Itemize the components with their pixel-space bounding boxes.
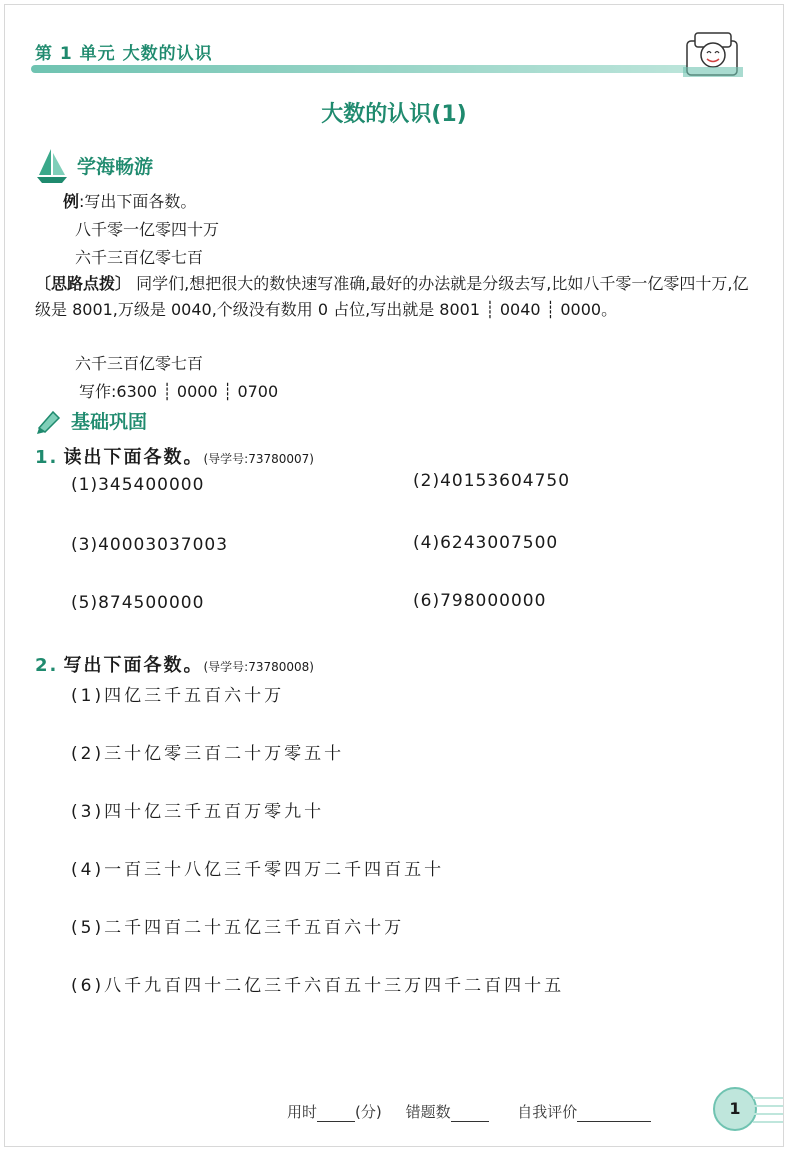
answer-line-1: 六千三百亿零七百 (75, 354, 204, 373)
q1-item-5: (5)874500000 (71, 593, 205, 613)
question-number: 2. (35, 655, 59, 676)
self-eval-label: 自我评价 (517, 1103, 578, 1121)
errors-blank (451, 1121, 489, 1122)
section-heading-practice (35, 145, 153, 185)
q2-item-4: (4)一百三十八亿三千零四万二千四百五十 (71, 860, 445, 880)
q2-item-3: (3)四十亿三千五百万零九十 (71, 802, 325, 822)
time-blank (317, 1121, 355, 1122)
section-heading-label: 基础巩固 (71, 411, 148, 433)
self-eval-blank (577, 1121, 651, 1122)
errors-label: 错题数 (405, 1103, 451, 1121)
sailboat-icon (35, 145, 69, 185)
example-number-2: 六千三百亿零七百 (75, 248, 204, 267)
decor-line (753, 1105, 783, 1107)
decor-line (753, 1121, 783, 1123)
example-number-1: 八千零一亿零四十万 (75, 220, 220, 239)
q2-item-2: (2)三十亿零三百二十万零五十 (71, 744, 345, 764)
hint-text: 同学们,想把很大的数快速写准确,最好的办法就是分级去写,比如八千零一亿零四十万,亿级是 8001,万级是 0040,个级没有数用 0 占位,写出就是 8001 ┊ 0040 ┊ 0000。 (35, 274, 749, 319)
q1-item-6: (6)798000000 (413, 591, 547, 611)
hint-label: 〔思路点拨〕 (35, 274, 132, 293)
example-label: 例 (63, 192, 80, 211)
time-unit: (分) (355, 1103, 382, 1121)
example-prompt: :写出下面各数。 (79, 192, 197, 211)
page-header (5, 5, 783, 75)
example-line (63, 189, 196, 215)
q2-item-6: (6)八千九百四十二亿三千六百五十三万四千二百四十五 (71, 976, 565, 996)
question-text: 读出下面各数。 (63, 447, 204, 468)
question-code: (导学号:73780007) (203, 452, 314, 466)
question-code: (导学号:73780008) (203, 660, 314, 674)
pencil-icon (35, 408, 63, 434)
page-number: 1 (713, 1087, 757, 1131)
hint-paragraph (35, 271, 753, 323)
cartoon-face-icon (681, 27, 745, 79)
decor-line (753, 1097, 783, 1099)
question-2-heading (35, 653, 314, 680)
unit-title: 第 1 单元 大数的认识 (35, 44, 213, 64)
q2-item-5: (5)二千四百二十五亿三千五百六十万 (71, 918, 405, 938)
q1-item-1: (1)345400000 (71, 475, 205, 495)
q2-item-1: (1)四亿三千五百六十万 (71, 686, 285, 706)
answer-line-2: 写作:6300 ┊ 0000 ┊ 0700 (79, 382, 279, 401)
q1-item-2: (2)40153604750 (413, 471, 571, 491)
section-heading-basics (35, 407, 147, 434)
time-label: 用时 (287, 1103, 318, 1121)
page-title: 大数的认识(1) (321, 102, 467, 127)
section-heading-label: 学海畅游 (77, 155, 154, 178)
decor-line (753, 1113, 783, 1115)
header-bar (31, 65, 721, 73)
question-1-heading (35, 445, 314, 472)
q1-item-3: (3)40003037003 (71, 535, 229, 555)
question-number: 1. (35, 447, 59, 468)
question-text: 写出下面各数。 (63, 655, 204, 676)
footer-stats (287, 1101, 651, 1122)
q1-item-4: (4)6243007500 (413, 533, 559, 553)
workbook-page (4, 4, 784, 1147)
